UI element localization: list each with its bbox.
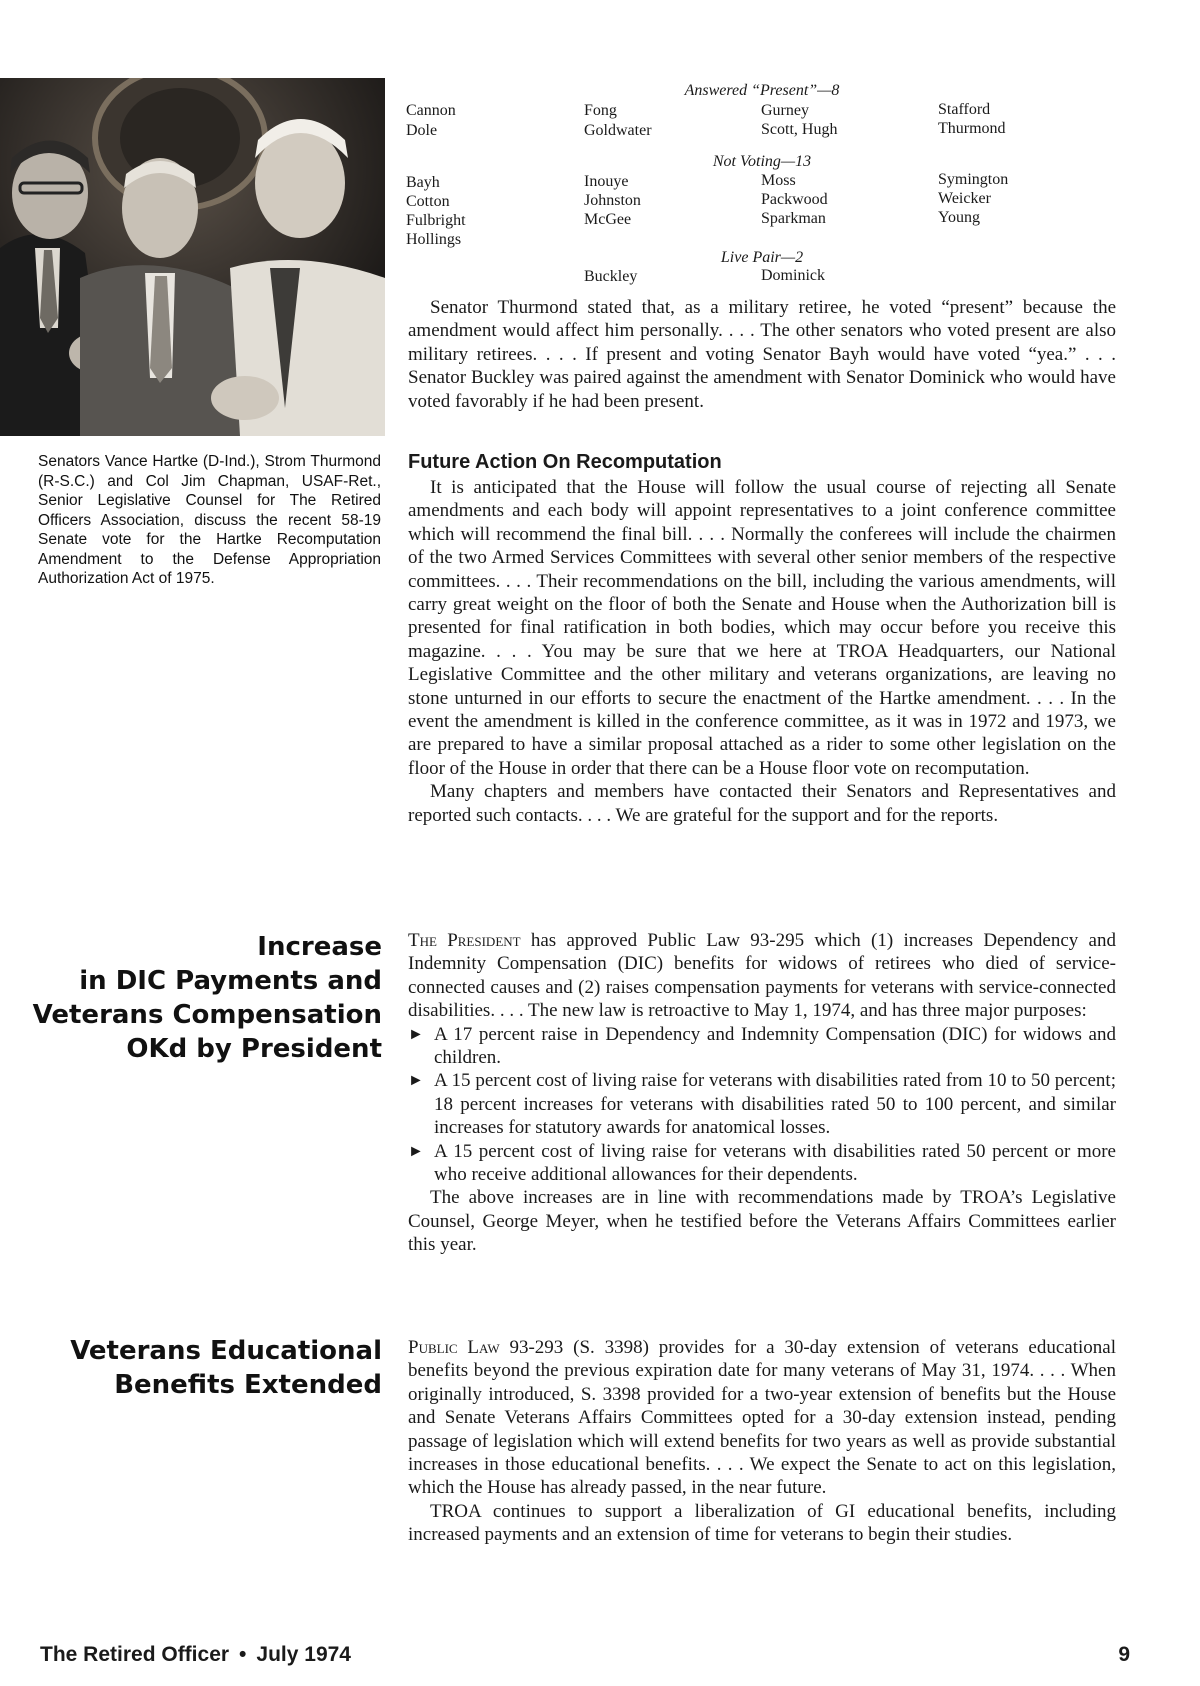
dic-body <box>408 929 1116 1257</box>
intro-paragraph: Senator Thurmond stated that, as a military retiree, he voted “present” because the amendment would affect him personally. . . . The other senators who voted present are also military retirees. . . . If present and voting Senator Bayh would have voted “yea.” . . . Senator Buckley was paired against the amendment with Senator Dominick who would have voted favorably if he had been present. <box>408 297 1116 412</box>
vote-name: Fong <box>584 102 617 119</box>
vote-name: Weicker <box>938 190 991 207</box>
dic-bullet: ► A 17 percent raise in Dependency and Indemnity Compensation (DIC) for widows and children. <box>408 1023 1116 1070</box>
education-heading-line: Benefits Extended <box>114 1370 382 1400</box>
issue-date: July 1974 <box>256 1643 351 1666</box>
vote-name: Buckley <box>584 268 638 285</box>
vote-name: Cannon <box>406 102 456 119</box>
footer-separator: • <box>239 1643 247 1666</box>
page-number: 9 <box>1118 1643 1130 1666</box>
live-pair-heading: Live Pair—2 <box>720 249 804 266</box>
education-lead-text: 93-293 (S. 3398) provides for a 30-day extension of veterans educational benefits beyond the previous expiration date for many veterans of May 31, 1974. . . . When originally introduced, S. 3398 provided for a two-year extension of benefits but the House and Senate Veterans Affairs Committees opted for a 30-day extension instead, pending passage of legislation which will extend benefits for two years as well as provide substantial increases in those educational benefits. . . . We expect the Senate to act on this legislation, which the House has already passed, in the near future. <box>408 1337 1116 1499</box>
dic-lead-caps: The President <box>408 930 521 951</box>
vote-name: Young <box>938 209 980 226</box>
dic-heading-line: OKd by President <box>126 1034 382 1064</box>
not-voting-heading: Not Voting—13 <box>712 153 812 170</box>
education-closing: TROA continues to support a liberalization of GI educational benefits, including increased payments and an extension of time for veterans to begin their studies. <box>408 1500 1116 1546</box>
dic-lead <box>408 929 1116 1023</box>
dic-bullet: ► A 15 percent cost of living raise for veterans with disabilities rated from 10 to 50 percent; 18 percent increases for veterans with disabilities rated 50 to 100 percent, and similar increases for statutory awards for anatomical losses. <box>408 1069 1116 1139</box>
dic-lead-text: has approved Public Law 93-295 which (1) increases Dependency and Indemnity Compensation (DIC) benefits for widows of retirees who died of service-connected causes and (2) raises compensation payments for veterans with service-connected disabilities. . . . The new law is retroactive to May 1, 1974, and has three major purposes: <box>408 930 1116 1022</box>
vote-name: McGee <box>584 211 632 228</box>
vote-name: Cotton <box>406 193 450 210</box>
vote-name: Hollings <box>406 231 462 248</box>
page-footer <box>40 1640 1130 1670</box>
dic-bullet: ► A 15 percent cost of living raise for veterans with disabilities rated 50 percent or more who receive additional allowances for their dependents. <box>408 1140 1116 1187</box>
vote-name: Dole <box>406 122 438 139</box>
future-action-heading: Future Action On Recomputation <box>408 451 722 473</box>
dic-heading-line: Veterans Compensation <box>32 1000 382 1030</box>
dic-heading-line: in DIC Payments and <box>79 966 382 996</box>
vote-name: Symington <box>938 171 1009 188</box>
vote-name: Bayh <box>406 174 440 191</box>
future-action-body <box>408 476 1116 827</box>
vote-name: Packwood <box>761 191 828 208</box>
education-body <box>408 1336 1116 1547</box>
dic-heading <box>20 930 382 1066</box>
future-action-paragraph: Many chapters and members have contacted their Senators and Representatives and reported such contacts. . . . We are grateful for the support and for the reports. <box>408 781 1116 826</box>
vote-name: Sparkman <box>761 210 826 227</box>
vote-name: Moss <box>761 172 796 189</box>
vote-name: Gurney <box>761 102 809 119</box>
education-heading-line: Veterans Educational <box>70 1336 382 1366</box>
vote-name: Dominick <box>761 267 825 284</box>
education-heading <box>20 1334 382 1402</box>
vote-name: Thurmond <box>938 120 1006 137</box>
dic-bullet-list <box>408 1023 1116 1187</box>
vote-name: Stafford <box>938 101 991 118</box>
publication-name: The Retired Officer <box>40 1643 230 1666</box>
future-action-paragraph: It is anticipated that the House will follow the usual course of rejecting all Senate amendments and each body will appoint representatives to a joint conference committee which will recommend the final bill. . . . Normally the conferees will include the chairmen of the two Armed Services Committees with several other senior members of the respective committees. . . . Their recommendations on the bill, including the various amendments, will carry great weight on the floor of both the Senate and House when the Authorization bill is presented for final ratification in both bodies, which may occur before you receive this magazine. . . . You may be sure that we here at TROA Headquarters, our National Legislative Committee and the other military and veterans organizations, are leaving no stone unturned in our efforts to secure the enactment of the Hartke amendment. . . . In the event the amendment is killed in the conference committee, as it was in 1972 and 1973, we are prepared to have a similar proposal attached as a rider to some other legislation on the floor of the House in order that there can be a House floor vote on recomputation. <box>408 477 1116 779</box>
vote-name: Johnston <box>584 192 641 209</box>
vote-name: Scott, Hugh <box>761 121 838 138</box>
photo-illustration <box>0 78 385 436</box>
present-heading: Answered “Present”—8 <box>684 82 840 99</box>
education-lead-caps: Public Law <box>408 1337 500 1358</box>
photo-caption: Senators Vance Hartke (D-Ind.), Strom Thurmond (R-S.C.) and Col Jim Chapman, USAF-Ret., Senior Legislative Counsel for The Retired Officers Association, discuss the recent 58-19 Senate vote for the Hartke Recomputation Amendment to the Defense Appropriation Authorization Act of 1975. <box>38 453 381 587</box>
dic-heading-line: Increase <box>257 932 382 962</box>
dic-closing: The above increases are in line with recommendations made by TROA’s Legislative Counsel, George Meyer, when he testified before the Veterans Affairs Committees earlier this year. <box>408 1187 1116 1256</box>
intro-text <box>408 296 1116 413</box>
vote-name: Inouye <box>584 173 629 190</box>
vote-name: Goldwater <box>584 122 652 139</box>
education-lead <box>408 1336 1116 1500</box>
senators-photo <box>0 78 385 436</box>
vote-name: Fulbright <box>406 212 466 229</box>
footer-publication-line <box>40 1640 351 1670</box>
